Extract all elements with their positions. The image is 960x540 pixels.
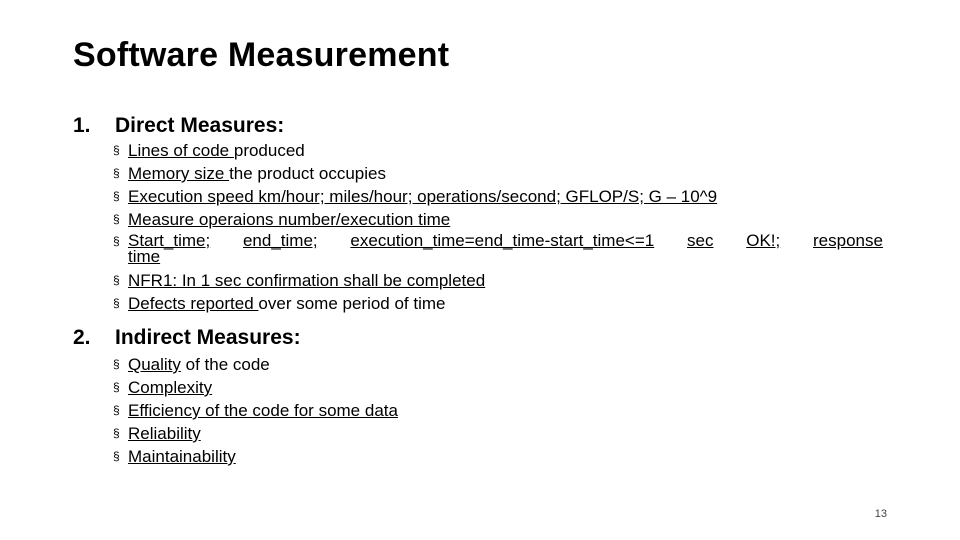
square-bullet-icon: § bbox=[113, 166, 120, 180]
slide-title: Software Measurement bbox=[73, 36, 450, 74]
item-justified-line bbox=[128, 233, 883, 249]
list-item bbox=[113, 162, 884, 185]
section-number: 1. bbox=[73, 114, 91, 137]
item-word: sec bbox=[686, 231, 714, 250]
list-item bbox=[113, 292, 884, 315]
indirect-measures-list bbox=[113, 353, 398, 468]
item-underlined-text: Efficiency of the code for some data bbox=[128, 401, 398, 420]
item-word: end_time; bbox=[242, 231, 318, 250]
list-item bbox=[113, 208, 884, 231]
list-item bbox=[113, 376, 398, 399]
item-text: over some period of time bbox=[258, 294, 446, 313]
item-word: response bbox=[813, 231, 883, 250]
item-underlined-text: Complexity bbox=[128, 378, 213, 397]
square-bullet-icon: § bbox=[113, 234, 120, 248]
item-word: execution_time=end_time-start_time<=1 bbox=[350, 231, 655, 250]
item-text: the product occupies bbox=[229, 164, 386, 183]
item-underlined-text: Defects reported bbox=[128, 294, 259, 313]
page-number: 13 bbox=[874, 508, 887, 520]
list-item bbox=[113, 445, 398, 468]
section-title: Direct Measures: bbox=[115, 114, 285, 137]
item-underlined-text: Lines of code bbox=[128, 141, 234, 160]
square-bullet-icon: § bbox=[113, 143, 120, 157]
item-continuation: time bbox=[128, 247, 161, 266]
square-bullet-icon: § bbox=[113, 403, 120, 417]
item-underlined-text: Execution speed km/hour; miles/hour; operations/second; GFLOP/S; G – 10^9 bbox=[128, 187, 718, 206]
square-bullet-icon: § bbox=[113, 296, 120, 310]
direct-measures-list bbox=[113, 139, 884, 315]
square-bullet-icon: § bbox=[113, 449, 120, 463]
item-text: produced bbox=[233, 141, 305, 160]
item-text: of the code bbox=[180, 355, 270, 374]
square-bullet-icon: § bbox=[113, 426, 120, 440]
item-underlined-text: NFR1: In 1 sec confirmation shall be completed bbox=[128, 271, 486, 290]
item-underlined-text: Quality bbox=[128, 355, 181, 374]
item-word: Start_time; bbox=[128, 231, 211, 250]
section-heading-direct bbox=[73, 114, 284, 138]
list-item bbox=[113, 231, 884, 269]
list-item bbox=[113, 139, 884, 162]
square-bullet-icon: § bbox=[113, 189, 120, 203]
item-underlined-text: Measure operaions number/execution time bbox=[128, 210, 451, 229]
square-bullet-icon: § bbox=[113, 357, 120, 371]
section-heading-indirect bbox=[73, 326, 301, 350]
item-underlined-text: Memory size bbox=[128, 164, 230, 183]
square-bullet-icon: § bbox=[113, 212, 120, 226]
list-item bbox=[113, 269, 884, 292]
square-bullet-icon: § bbox=[113, 273, 120, 287]
square-bullet-icon: § bbox=[113, 380, 120, 394]
list-item bbox=[113, 399, 398, 422]
item-underlined-text: Maintainability bbox=[128, 447, 236, 466]
list-item bbox=[113, 353, 398, 376]
section-number: 2. bbox=[73, 326, 91, 349]
list-item bbox=[113, 422, 398, 445]
section-title: Indirect Measures: bbox=[115, 326, 301, 349]
list-item bbox=[113, 185, 884, 208]
item-underlined-text: Reliability bbox=[128, 424, 201, 443]
item-word: OK!; bbox=[746, 231, 781, 250]
